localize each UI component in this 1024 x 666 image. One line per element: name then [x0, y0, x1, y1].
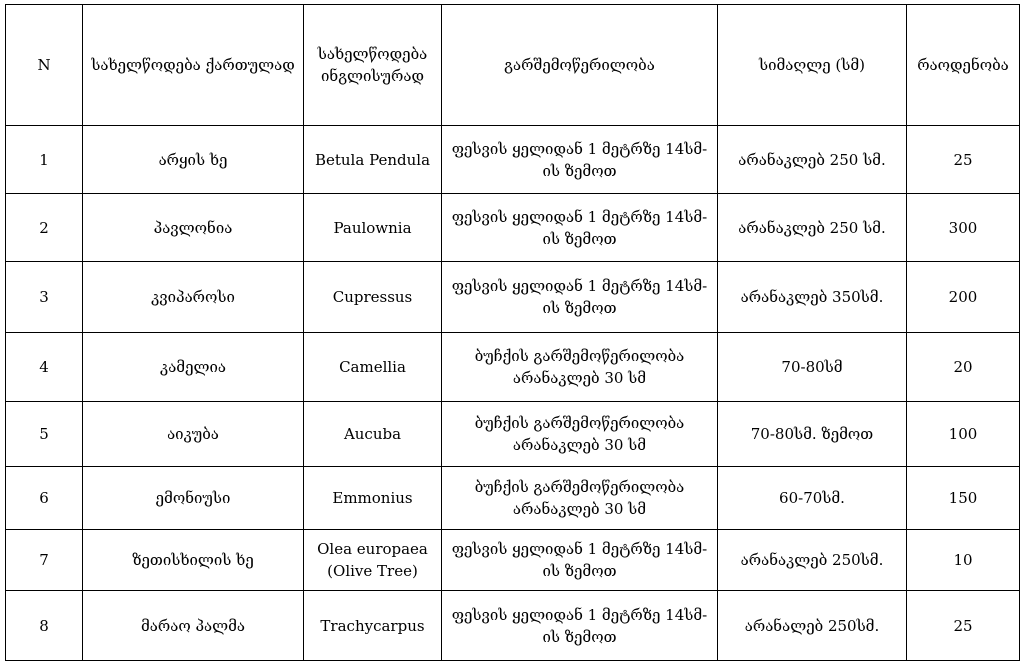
row-number: 7: [6, 530, 83, 591]
table-row: [6, 402, 1020, 467]
row-number: 6: [6, 467, 83, 530]
name-georgian: აიკუბა: [83, 402, 304, 467]
header-height: სიმაღლე (სმ): [718, 5, 907, 126]
girth: ფესვის ყელიდან 1 მეტრზე 14სმ-ის ზემოთ: [442, 194, 718, 262]
quantity: 10: [907, 530, 1020, 591]
height: არანაკლებ 250 სმ.: [718, 126, 907, 194]
row-number: 2: [6, 194, 83, 262]
quantity: 100: [907, 402, 1020, 467]
row-number: 4: [6, 333, 83, 402]
quantity: 200: [907, 262, 1020, 333]
girth: ბუჩქის გარშემოწერილობა არანაკლებ 30 სმ: [442, 333, 718, 402]
name-georgian: კამელია: [83, 333, 304, 402]
height: 70-80სმ: [718, 333, 907, 402]
header-n: N: [6, 5, 83, 126]
name-english: Betula Pendula: [304, 126, 442, 194]
quantity: 20: [907, 333, 1020, 402]
girth: ფესვის ყელიდან 1 მეტრზე 14სმ-ის ზემოთ: [442, 262, 718, 333]
table-row: [6, 194, 1020, 262]
name-georgian: არყის ხე: [83, 126, 304, 194]
table-row: [6, 467, 1020, 530]
row-number: 1: [6, 126, 83, 194]
name-georgian: ემონიუსი: [83, 467, 304, 530]
height: არანაკლებ 250 სმ.: [718, 194, 907, 262]
name-georgian: ზეთისხილის ხე: [83, 530, 304, 591]
height: არანალებ 250სმ.: [718, 591, 907, 661]
height: არანაკლებ 250სმ.: [718, 530, 907, 591]
table-header-row: [6, 5, 1020, 126]
name-english: Trachycarpus: [304, 591, 442, 661]
name-georgian: მარაო პალმა: [83, 591, 304, 661]
quantity: 300: [907, 194, 1020, 262]
plants-table: [5, 4, 1020, 661]
height: არანაკლებ 350სმ.: [718, 262, 907, 333]
header-name-georgian: სახელწოდება ქართულად: [83, 5, 304, 126]
header-girth: გარშემოწერილობა: [442, 5, 718, 126]
row-number: 3: [6, 262, 83, 333]
quantity: 150: [907, 467, 1020, 530]
height: 60-70სმ.: [718, 467, 907, 530]
name-english: Paulownia: [304, 194, 442, 262]
name-english: Emmonius: [304, 467, 442, 530]
girth: ფესვის ყელიდან 1 მეტრზე 14სმ-ის ზემოთ: [442, 126, 718, 194]
girth: ბუჩქის გარშემოწერილობა არანაკლებ 30 სმ: [442, 467, 718, 530]
name-english: Cupressus: [304, 262, 442, 333]
table-row: [6, 333, 1020, 402]
name-english: Olea europaea (Olive Tree): [304, 530, 442, 591]
table-row: [6, 126, 1020, 194]
table-row: [6, 262, 1020, 333]
name-english: Camellia: [304, 333, 442, 402]
girth: ბუჩქის გარშემოწერილობა არანაკლებ 30 სმ: [442, 402, 718, 467]
height: 70-80სმ. ზემოთ: [718, 402, 907, 467]
girth: ფესვის ყელიდან 1 მეტრზე 14სმ-ის ზემოთ: [442, 591, 718, 661]
header-quantity: რაოდენობა: [907, 5, 1020, 126]
row-number: 5: [6, 402, 83, 467]
quantity: 25: [907, 126, 1020, 194]
row-number: 8: [6, 591, 83, 661]
table-row: [6, 591, 1020, 661]
name-english: Aucuba: [304, 402, 442, 467]
quantity: 25: [907, 591, 1020, 661]
girth: ფესვის ყელიდან 1 მეტრზე 14სმ-ის ზემოთ: [442, 530, 718, 591]
table-row: [6, 530, 1020, 591]
name-georgian: პავლონია: [83, 194, 304, 262]
name-georgian: კვიპაროსი: [83, 262, 304, 333]
header-name-english: სახელწოდება ინგლისურად: [304, 5, 442, 126]
